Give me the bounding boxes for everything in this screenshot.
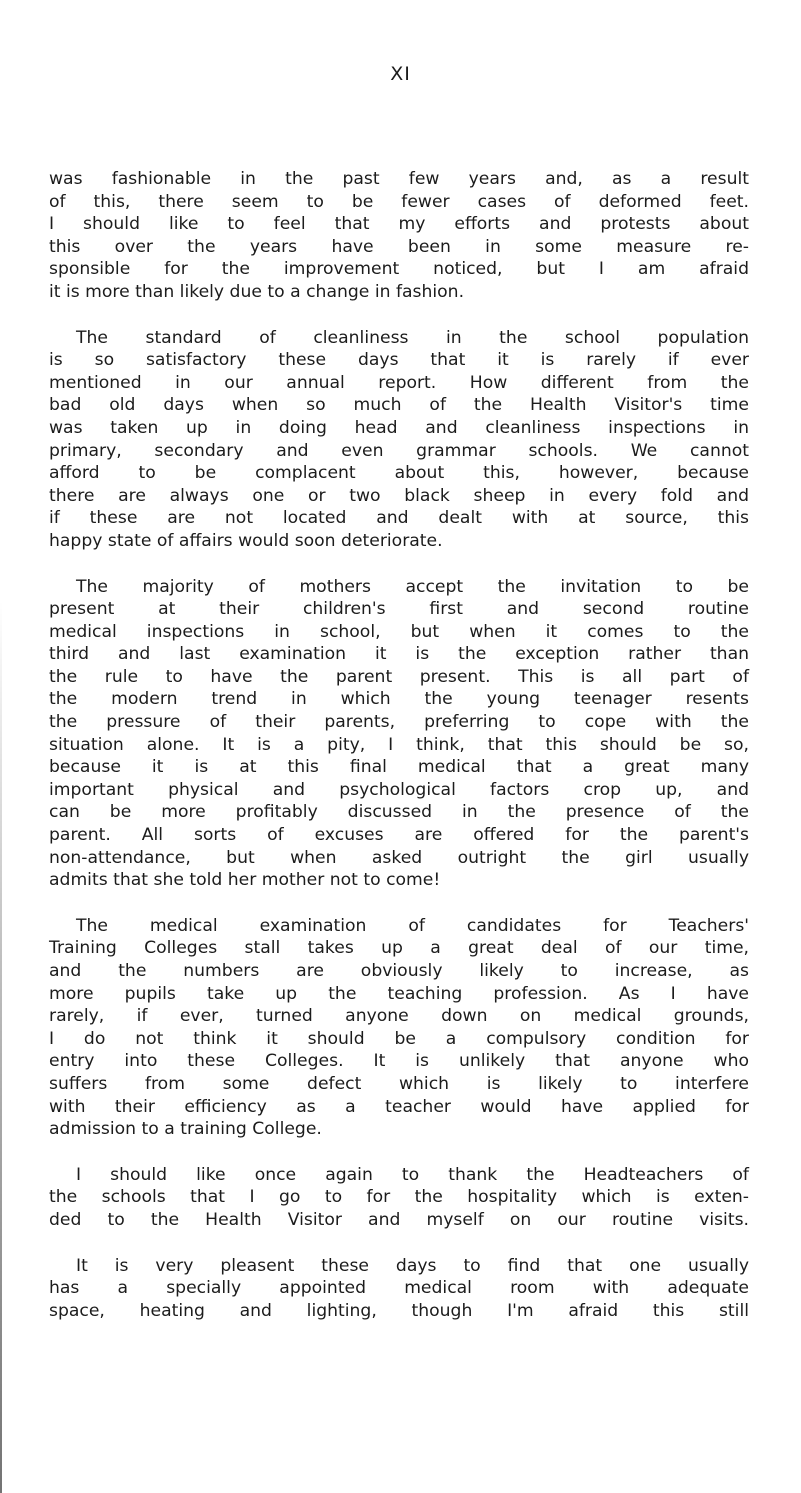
paragraph-footwear-fashion [49, 168, 749, 304]
text-line: if these are not located and dealt with at source, this [49, 508, 749, 529]
text-line: situation alone. It is a pity, I think, that this should be so, [49, 734, 749, 755]
text-line: it is more than likely due to a change in fashion. [49, 281, 465, 302]
paragraph-cleanliness [49, 327, 749, 553]
text-line: was taken up in doing head and cleanliness inspections in [49, 417, 749, 438]
text-line: third and last examination it is the exception rather than [49, 644, 749, 665]
text-line: happy state of affairs would soon deteriorate. [49, 530, 443, 551]
text-line: non-attendance, but when asked outright the girl usually [49, 847, 749, 868]
text-line: bad old days when so much of the Health Visitor's time [49, 395, 749, 416]
text-line: The standard of cleanliness in the school population [76, 327, 749, 348]
text-line: It is very pleasent these days to find that one usually [76, 1255, 749, 1276]
text-line: and the numbers are obviously likely to increase, as [49, 961, 749, 981]
paragraph-teacher-training [49, 915, 749, 1141]
text-line: parent. All sorts of excuses are offered for the parent's [49, 825, 749, 846]
text-line: primary, secondary and even grammar schools. We cannot [49, 440, 749, 461]
text-line: I do not think it should be a compulsory condition for [49, 1028, 749, 1049]
text-line: admission to a training College. [49, 1119, 322, 1140]
text-line: of this, there seem to be fewer cases of deformed feet. [49, 191, 749, 212]
paragraph-thanks [49, 1164, 749, 1232]
text-line: admits that she told her mother not to come! [49, 870, 441, 891]
text-line: there are always one or two black sheep in every fold and [49, 485, 749, 506]
text-line: because it is at this final medical that a great many [49, 757, 749, 778]
page-number: XI [390, 63, 411, 85]
text-line: the modern trend in which the young teenager resents [49, 689, 749, 710]
text-line: I should like to feel that my efforts and protests about [49, 214, 749, 235]
text-line: The medical examination of candidates for Teachers' [76, 915, 749, 936]
text-line: is so satisfactory these days that it is rarely if ever [49, 350, 749, 371]
text-line: can be more profitably discussed in the presence of the [49, 802, 749, 823]
text-line: I should like once again to thank the Headteachers of [76, 1164, 749, 1185]
paragraph-parent-attendance [49, 576, 749, 892]
text-line: with their efficiency as a teacher would have applied for [49, 1096, 749, 1117]
text-line: important physical and psychological factors crop up, and [49, 779, 749, 800]
text-line: sponsible for the improvement noticed, but I am afraid [49, 259, 749, 280]
text-line: medical inspections in school, but when it comes to the [49, 621, 749, 642]
text-line: ded to the Health Visitor and myself on our routine visits. [49, 1209, 749, 1230]
text-line: the pressure of their parents, preferring to cope with the [49, 712, 749, 733]
paragraph-medical-room [49, 1255, 749, 1323]
text-line: The majority of mothers accept the invitation to be [76, 576, 749, 597]
body-text [49, 168, 749, 1345]
text-line: was fashionable in the past few years and, as a result [49, 169, 749, 189]
text-line: Training Colleges stall takes up a great deal of our time, [49, 938, 749, 959]
text-line: the rule to have the parent present. This is all part of [49, 666, 749, 687]
text-line: this over the years have been in some measure re- [49, 236, 749, 257]
text-line: mentioned in our annual report. How different from the [49, 372, 749, 393]
text-line: more pupils take up the teaching profession. As I have [49, 983, 749, 1004]
page-edge-shadow [0, 600, 2, 1493]
text-line: afford to be complacent about this, however, because [49, 463, 749, 484]
text-line: rarely, if ever, turned anyone down on medical grounds, [49, 1006, 749, 1027]
text-line: space, heating and lighting, though I'm afraid this still [49, 1300, 749, 1321]
text-line: has a specially appointed medical room with adequate [49, 1278, 749, 1299]
text-line: entry into these Colleges. It is unlikely that anyone who [49, 1051, 749, 1072]
text-line: suffers from some defect which is likely to interfere [49, 1073, 749, 1094]
text-line: present at their children's first and second routine [49, 599, 749, 620]
text-line: the schools that I go to for the hospitality which is exten- [49, 1187, 749, 1208]
